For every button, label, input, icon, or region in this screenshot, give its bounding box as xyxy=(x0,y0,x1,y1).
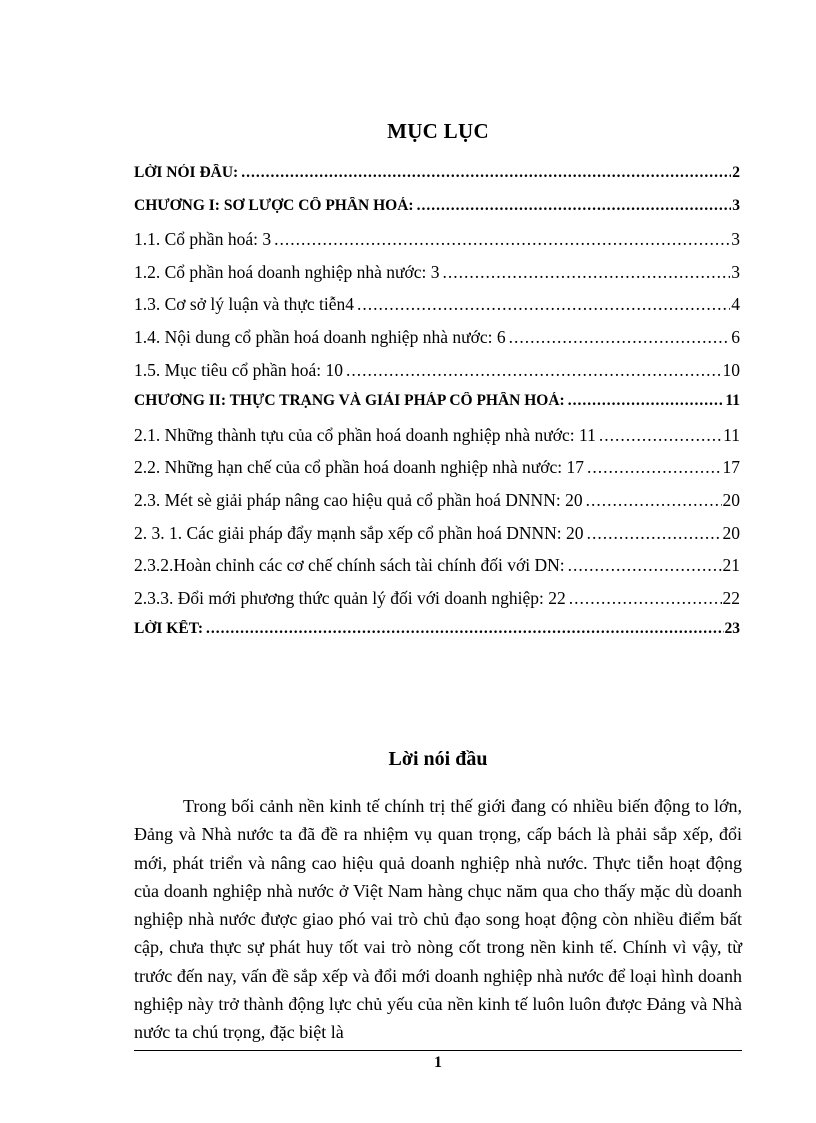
toc-entry-label: LỜI NÓI ĐẦU: xyxy=(134,164,239,181)
toc-entry[interactable] xyxy=(134,490,740,523)
toc-entry-label: 1.5. Mục tiêu cổ phần hoá: 10 xyxy=(134,359,343,380)
toc-title: MỤC LỤC xyxy=(387,119,489,143)
toc-entry-label: 1.2. Cổ phần hoá doanh nghiệp nhà nước: 3 xyxy=(134,261,440,282)
toc-entry-label: 2.3.2.Hoàn chỉnh các cơ chế chính sách tài chính đối với DN: xyxy=(134,555,565,576)
toc-entry-label: 1.1. Cổ phần hoá: 3 xyxy=(134,229,272,250)
toc-entry[interactable] xyxy=(134,294,740,327)
toc-entry-page: 6 xyxy=(731,326,740,347)
toc-entry[interactable] xyxy=(134,457,740,490)
intro-paragraph: Trong bối cảnh nền kinh tế chính trị thế giới đang có nhiều biến động to lớn, Đảng và Nhà nước ta đã đề ra nhiệm vụ quan trọng, cấp bách là phải sắp xếp, đổi mới, phát triển và nâng cao hiệu quả doanh nghiệp nhà nước. Thực tiễn hoạt động của doanh nghiệp nhà nước ở Việt Nam hàng chục năm qua cho thấy mặc dù doanh nghiệp nhà nước được giao phó vai trò chủ đạo song hoạt động còn nhiều điểm bất cập, chưa thực sự phát huy tốt vai trò nòng cốt trong nền kinh tế. Chính vì vậy, từ trước đến nay, vấn đề sắp xếp và đổi mới doanh nghiệp nhà nước để loại hình doanh nghiệp này trở thành động lực chủ yếu của nền kinh tế luôn luôn được Đảng và Nhà nước ta chú trọng, đặc biệt là xyxy=(134,796,742,1043)
intro-title: Lời nói đầu xyxy=(388,748,488,770)
toc-entry[interactable] xyxy=(134,197,740,230)
toc-leader-dots xyxy=(586,490,722,511)
toc-entry[interactable] xyxy=(134,620,740,653)
toc-leader-dots xyxy=(599,425,722,446)
toc-leader-dots xyxy=(587,523,722,544)
toc-entry[interactable] xyxy=(134,555,740,588)
toc-entry-page: 22 xyxy=(722,587,740,608)
toc-entry-page: 11 xyxy=(723,424,740,445)
toc-entry[interactable] xyxy=(134,588,740,621)
toc-entry-page: 23 xyxy=(724,620,740,638)
table-of-contents xyxy=(134,164,740,653)
toc-entry[interactable] xyxy=(134,327,740,360)
toc-entry-label: 2.3. Mét sè giải pháp nâng cao hiệu quả cổ phần hoá DNNN: 20 xyxy=(134,489,583,510)
toc-leader-dots xyxy=(587,457,721,478)
toc-entry-label: 2.3.3. Đổi mới phương thức quản lý đối với doanh nghiệp: 22 xyxy=(134,587,566,608)
toc-entry-label: 1.3. Cơ sở lý luận và thực tiễn4 xyxy=(134,294,354,315)
toc-entry-page: 21 xyxy=(722,555,740,576)
toc-entry[interactable] xyxy=(134,262,740,295)
toc-leader-dots xyxy=(346,360,722,381)
toc-leader-dots xyxy=(357,294,730,315)
toc-leader-dots xyxy=(206,620,723,638)
toc-leader-dots xyxy=(569,588,722,609)
toc-entry-page: 20 xyxy=(722,522,740,543)
toc-entry[interactable] xyxy=(134,425,740,458)
toc-leader-dots xyxy=(417,197,732,215)
toc-leader-dots xyxy=(568,392,725,410)
toc-entry-page: 11 xyxy=(725,392,740,410)
toc-leader-dots xyxy=(509,327,731,348)
toc-entry-label: CHƯƠNG I: SƠ LƯỢC CỔ PHẦN HOÁ: xyxy=(134,196,414,214)
toc-leader-dots xyxy=(568,555,722,576)
toc-entry-label: 2. 3. 1. Các giải pháp đẩy mạnh sắp xếp cổ phần hoá DNNN: 20 xyxy=(134,522,584,543)
toc-entry-page: 10 xyxy=(722,359,740,380)
toc-entry-page: 20 xyxy=(722,489,740,510)
toc-entry-label: 2.1. Những thành tựu của cổ phần hoá doanh nghiệp nhà nước: 11 xyxy=(134,424,596,445)
toc-entry[interactable] xyxy=(134,164,740,197)
toc-entry-page: 4 xyxy=(731,294,740,315)
toc-entry-label: 1.4. Nội dung cổ phần hoá doanh nghiệp nhà nước: 6 xyxy=(134,326,506,347)
toc-entry[interactable] xyxy=(134,229,740,262)
toc-entry-page: 3 xyxy=(731,261,740,282)
toc-leader-dots xyxy=(274,229,730,250)
toc-entry-page: 3 xyxy=(731,229,740,250)
footer-divider xyxy=(134,1050,742,1051)
toc-entry-page: 17 xyxy=(722,457,740,478)
toc-leader-dots xyxy=(443,262,731,283)
toc-entry-page: 2 xyxy=(732,164,740,181)
toc-entry-label: 2.2. Những hạn chế của cổ phần hoá doanh nghiệp nhà nước: 17 xyxy=(134,457,585,478)
toc-entry-label: LỜI KẾT: xyxy=(134,620,204,638)
toc-entry[interactable] xyxy=(134,360,740,393)
toc-entry[interactable] xyxy=(134,392,740,425)
toc-entry[interactable] xyxy=(134,523,740,556)
page-number: 1 xyxy=(434,1054,442,1071)
toc-entry-label: CHƯƠNG II: THỰC TRẠNG VÀ GIẢI PHÁP CỔ PHẦN HOÁ: xyxy=(134,392,565,410)
toc-entry-page: 3 xyxy=(732,196,740,214)
toc-leader-dots xyxy=(241,164,731,182)
